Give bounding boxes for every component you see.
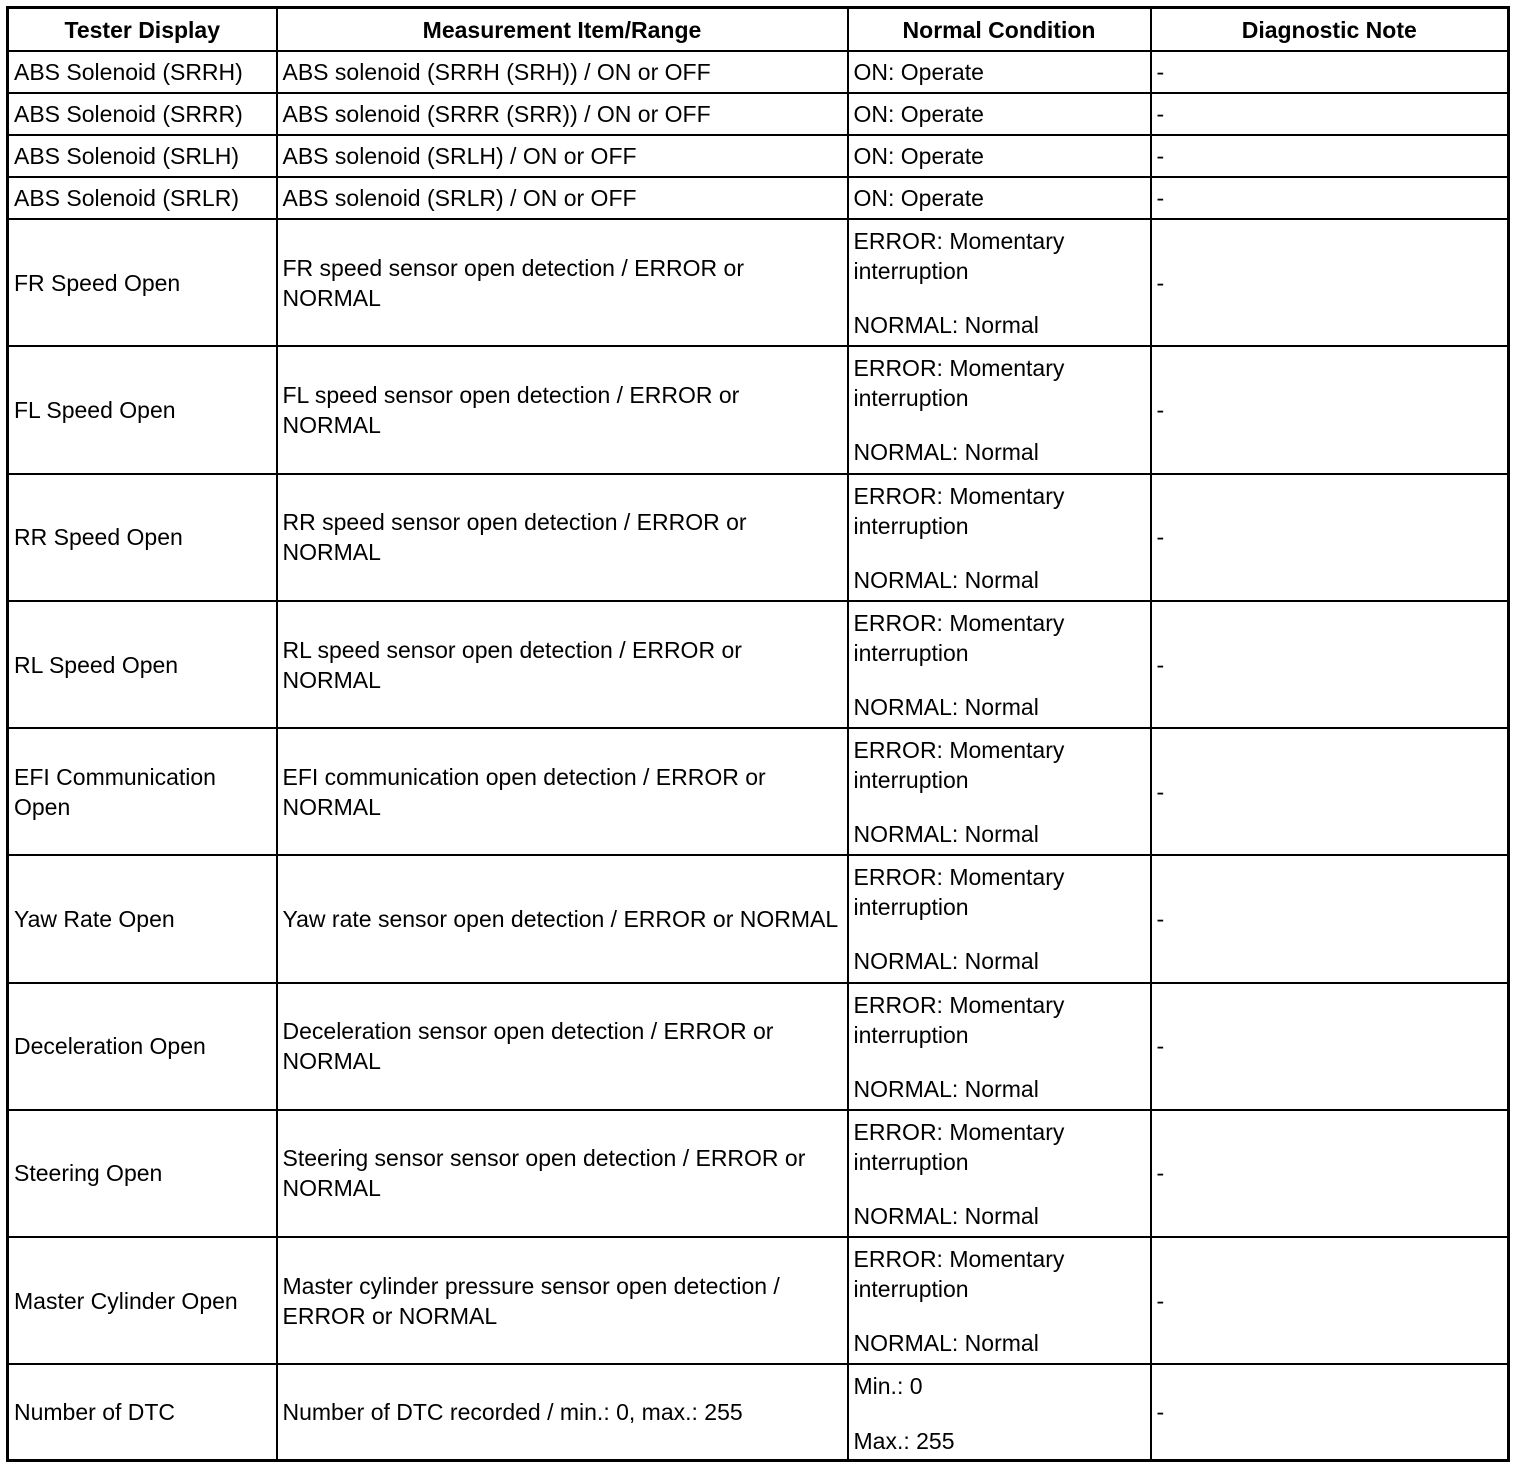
condition-error-text: ERROR: Momentary interruption [853,228,1065,285]
measurement-cell: Master cylinder pressure sensor open detection / ERROR or NORMAL [277,1237,848,1364]
condition-cell: ON: Operate [848,135,1151,177]
note-cell: - [1151,219,1509,346]
condition-cell [848,1364,1151,1460]
condition-error-text: ERROR: Momentary interruption [853,864,1065,921]
condition-normal-text: NORMAL: Normal [853,439,1039,466]
measurement-cell: ABS solenoid (SRRH (SRH)) / ON or OFF [277,51,848,93]
tester-display-cell: ABS Solenoid (SRLR) [8,177,277,219]
condition-cell [848,1110,1151,1237]
table-row [8,219,1509,346]
measurement-cell: FL speed sensor open detection / ERROR or NORMAL [277,346,848,473]
measurement-cell: Deceleration sensor open detection / ERROR or NORMAL [277,983,848,1110]
tester-display-cell: RL Speed Open [8,601,277,728]
condition-cell: ON: Operate [848,177,1151,219]
note-cell: - [1151,1364,1509,1460]
condition-cell [848,728,1151,855]
condition-error-text: ERROR: Momentary interruption [853,1118,1065,1175]
condition-min-text: Min.: 0 [853,1373,923,1400]
condition-error-text: ERROR: Momentary interruption [853,482,1065,539]
table-row [8,346,1509,473]
tester-display-cell: ABS Solenoid (SRRH) [8,51,277,93]
tester-display-cell: Deceleration Open [8,983,277,1110]
header-measurement-item: Measurement Item/Range [277,8,848,52]
header-tester-display: Tester Display [8,8,277,52]
condition-cell: ON: Operate [848,51,1151,93]
condition-normal-text: NORMAL: Normal [853,1075,1039,1102]
measurement-cell: EFI communication open detection / ERROR or NORMAL [277,728,848,855]
note-cell: - [1151,855,1509,982]
condition-error-text: ERROR: Momentary interruption [853,609,1065,666]
note-cell: - [1151,135,1509,177]
table-row [8,135,1509,177]
condition-cell [848,474,1151,601]
condition-normal-text: NORMAL: Normal [853,1330,1039,1356]
header-normal-condition: Normal Condition [848,8,1151,52]
note-cell: - [1151,474,1509,601]
measurement-cell: ABS solenoid (SRRR (SRR)) / ON or OFF [277,93,848,135]
note-cell: - [1151,983,1509,1110]
note-cell: - [1151,51,1509,93]
table-row [8,1237,1509,1364]
measurement-cell: FR speed sensor open detection / ERROR or NORMAL [277,219,848,346]
note-cell: - [1151,177,1509,219]
header-row [8,8,1509,52]
tester-display-cell: Master Cylinder Open [8,1237,277,1364]
condition-normal-text: NORMAL: Normal [853,312,1039,339]
condition-cell: ON: Operate [848,93,1151,135]
measurement-cell: RR speed sensor open detection / ERROR or NORMAL [277,474,848,601]
header-diagnostic-note: Diagnostic Note [1151,8,1509,52]
condition-normal-text: NORMAL: Normal [853,821,1039,848]
condition-normal-text: NORMAL: Normal [853,566,1039,593]
table-row [8,601,1509,728]
note-cell: - [1151,601,1509,728]
table-row [8,93,1509,135]
condition-cell [848,855,1151,982]
measurement-cell: ABS solenoid (SRLH) / ON or OFF [277,135,848,177]
note-cell: - [1151,1110,1509,1237]
condition-cell [848,601,1151,728]
tester-display-cell: ABS Solenoid (SRRR) [8,93,277,135]
table-row [8,855,1509,982]
condition-cell [848,346,1151,473]
table-row [8,177,1509,219]
measurement-cell: Steering sensor sensor open detection / ERROR or NORMAL [277,1110,848,1237]
measurement-cell: Number of DTC recorded / min.: 0, max.: 255 [277,1364,848,1460]
tester-display-cell: ABS Solenoid (SRLH) [8,135,277,177]
measurement-cell: ABS solenoid (SRLR) / ON or OFF [277,177,848,219]
condition-cell [848,983,1151,1110]
note-cell: - [1151,93,1509,135]
measurement-cell: Yaw rate sensor open detection / ERROR or NORMAL [277,855,848,982]
tester-display-cell: FR Speed Open [8,219,277,346]
table-row [8,1110,1509,1237]
note-cell: - [1151,728,1509,855]
condition-cell [848,219,1151,346]
data-list-table [6,6,1510,1462]
table-row [8,474,1509,601]
note-cell: - [1151,346,1509,473]
measurement-cell: RL speed sensor open detection / ERROR or NORMAL [277,601,848,728]
table-row [8,1364,1509,1460]
tester-display-cell: Steering Open [8,1110,277,1237]
condition-error-text: ERROR: Momentary interruption [853,1246,1065,1302]
tester-display-cell: Yaw Rate Open [8,855,277,982]
table-row [8,51,1509,93]
tester-display-cell: Number of DTC [8,1364,277,1460]
condition-normal-text: NORMAL: Normal [853,693,1039,720]
condition-cell [848,1237,1151,1364]
condition-normal-text: NORMAL: Normal [853,1202,1039,1229]
condition-normal-text: NORMAL: Normal [853,948,1039,975]
note-cell: - [1151,1237,1509,1364]
condition-max-text: Max.: 255 [853,1428,955,1455]
tester-display-cell: EFI Communication Open [8,728,277,855]
table-row [8,728,1509,855]
tester-display-cell: RR Speed Open [8,474,277,601]
condition-error-text: ERROR: Momentary interruption [853,355,1065,412]
condition-error-text: ERROR: Momentary interruption [853,991,1065,1048]
condition-error-text: ERROR: Momentary interruption [853,737,1065,794]
tester-display-cell: FL Speed Open [8,346,277,473]
table-row [8,983,1509,1110]
